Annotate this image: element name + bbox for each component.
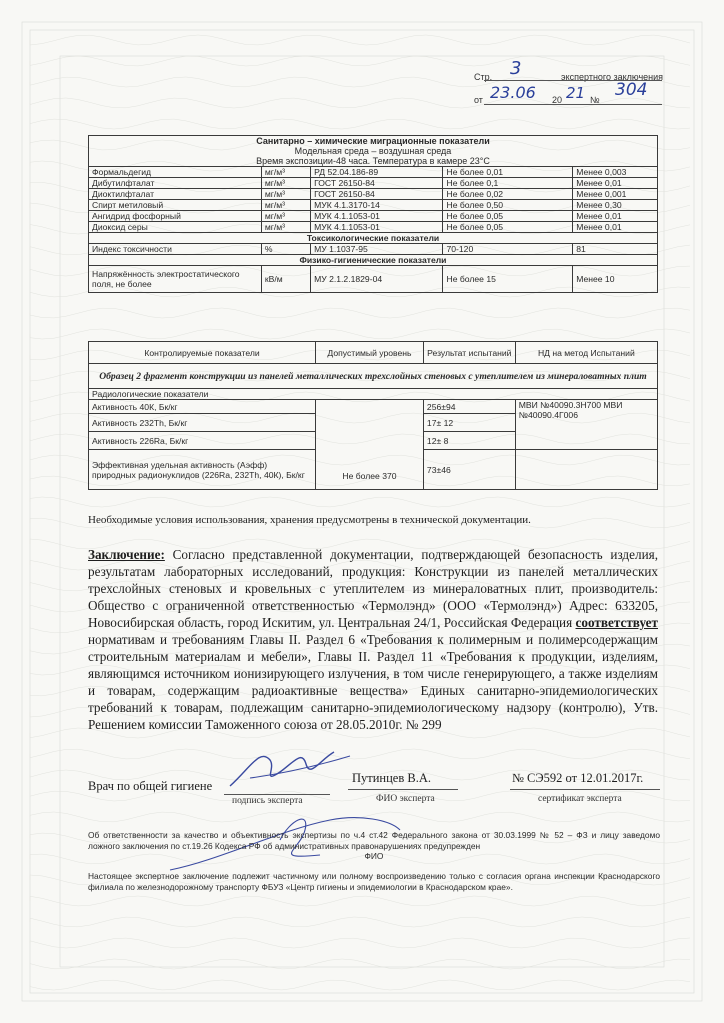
row-unit: мг/м³ [261,178,310,189]
row-result: 256±94 [423,400,515,414]
row-norm: Не более 0,02 [443,189,573,200]
header-method: НД на метод Испытаний [515,342,657,364]
table-row [89,200,658,211]
caption-signature: подпись эксперта [232,796,303,806]
usage-note: Необходимые условия использования, хранения предусмотрены в технической документации. [88,514,531,526]
footer-responsibility-text: Об ответственности за качество и объективность экспертизы по ч.4 ст.42 Федерального закона от 30.03.1999 № 52 – ФЗ и лицу заведомо ложного заключения по ст.19.26 Кодекса РФ об административных правонарушениях предупрежден [88,830,660,851]
date-day-month: 23.06 [490,83,536,102]
row-name: Дибутилфталат [89,178,262,189]
header-allowed: Допустимый уровень [315,342,423,364]
radio-section-title: Радиологические показатели [89,389,658,400]
table-row [89,244,658,255]
header-underline [484,80,662,81]
row-method: РД 52.04.186-89 [311,167,443,178]
footer-fio: ФИО [364,851,384,861]
row-name: Формальдегид [89,167,262,178]
row-norm: 70-120 [443,244,573,255]
row-method: ГОСТ 26150-84 [311,178,443,189]
conclusion-paragraph [88,546,658,733]
row-name: Диоктилфталат [89,189,262,200]
expert-role: Врач по общей гигиене [88,779,213,793]
row-name: Диоксид серы [89,222,262,233]
page-number: 3 [510,58,522,79]
sample-description: Образец 2 фрагмент конструкции из панелей металлических трехслойных стеновых с утеплителем из минераловатных плит [89,364,658,389]
row-norm: Не более 0,01 [443,167,573,178]
name-line [348,789,458,790]
row-method: МУК 4.1.3170-14 [311,200,443,211]
row-result: Менее 0,001 [573,189,658,200]
table-row [89,189,658,200]
caption-name: ФИО эксперта [376,794,435,804]
table-row [89,400,658,414]
date-year-prefix: 20 [552,95,563,105]
row-method: МУК 4.1.1053-01 [311,222,443,233]
table1-exposure: Время экспозиции-48 часа. Температура в камере 23°С [256,156,490,166]
table-row [89,266,658,293]
migration-indicators-table [88,135,658,293]
conclusion-label-text: Заключение: [88,547,165,562]
row-result: 12± 8 [423,432,515,450]
table-row [89,211,658,222]
row-norm: Не более 0,1 [443,178,573,189]
row-name: Активность 40К, Бк/кг [89,400,316,414]
caption-certificate: сертификат эксперта [538,794,622,804]
footer-reproduction: Настоящее экспертное заключение подлежит частичному или полному воспроизведению только с согласия органа инспекции Краснодарского филиала по железнодорожному транспорту ФБУЗ «Центр гигиены и эпидемиологии в Краснодарском крае». [88,871,660,892]
radiology-table [88,341,658,490]
date-prefix: от [474,95,483,105]
table1-title: Санитарно – химические миграционные показатели [256,136,490,146]
header-indicators: Контролируемые показатели [89,342,316,364]
row-name: Напряжённость электростатического поля, не более [89,266,262,293]
row-name: Индекс токсичности [89,244,262,255]
method-reference: МВИ №40090.3Н700 МВИ №40090.4Г006 [515,400,657,450]
date-underline [484,104,662,105]
row-method: МУ 1.1037-95 [311,244,443,255]
conclusion-number: 304 [615,80,648,100]
row-unit: кВ/м [261,266,310,293]
table-row [89,178,658,189]
row-result: Менее 0,30 [573,200,658,211]
row-name: Спирт метиловый [89,200,262,211]
table1-medium: Модельная среда – воздушная среда [294,146,452,156]
row-result: Менее 0,01 [573,178,658,189]
row-unit: мг/м³ [261,189,310,200]
conclusion-label: экспертного заключения [561,72,664,82]
header-result: Результат испытаний [423,342,515,364]
row-name: Активность 232Th, Бк/кг [89,414,316,432]
row-method: ГОСТ 26150-84 [311,189,443,200]
certificate-line [510,789,660,790]
signature-mark [210,738,360,798]
row-result: 81 [573,244,658,255]
phys-section-title: Физико-гигиенические показатели [89,255,658,266]
row-result: Менее 10 [573,266,658,293]
row-result: Менее 0,01 [573,222,658,233]
row-norm: Не более 15 [443,266,573,293]
conclusion-text-2: нормативам и требованиям Главы II. Раздел 6 «Требования к полимерным и полимерсодержащим строительным материалам и мебели», Главы II. Раздел 11 «Требования к продукции, изделиям, являющимся источником ионизирующего излучения, в том числе генерирующего, а также изделиям и товарам, содержащим радиоактивные вещества» Единых санитарно-эпидемиологических требований к товарам, подлежащим санитарно-эпидемиологическому надзору (контролю), Утв. Решением комиссии Таможенного союза от 28.05.2010г. № 299 [88,632,658,732]
eff-allowed: Не более 370 [315,400,423,490]
row-unit: мг/м³ [261,211,310,222]
row-result: 17± 12 [423,414,515,432]
conclusion-text-1: Согласно представленной документации, подтверждающей безопасность изделия, результатам лабораторных исследований, продукция: Конструкции из панелей металлических трехслойных стеновых и кровельных с утеплителем из минераловатных плит, производитель: Общество с ограниченной ответственностью «Термолэнд» (ООО «Термолэнд») Адрес: 633205, Новосибирская область, город Искитим, ул. Центральная 24/1, Российская Федерация [88,547,658,630]
row-name: Ангидрид фосфорный [89,211,262,222]
eff-result: 73±46 [423,450,515,490]
row-method: МУ 2.1.2.1829-04 [311,266,443,293]
conclusion-emphasis: соответствует [575,615,658,630]
table-row [89,222,658,233]
row-unit: мг/м³ [261,222,310,233]
row-unit: % [261,244,310,255]
expert-certificate: № СЭ592 от 12.01.2017г. [512,771,644,785]
eff-name: Эффективная удельная активность (Аэфф) природных радионуклидов (226Ra, 232Th, 40К), Бк/кг [89,450,316,490]
page-label: Стр. [474,72,493,82]
expert-name: Путинцев В.А. [352,771,431,785]
table-row [89,167,658,178]
row-unit: мг/м³ [261,167,310,178]
row-norm: Не более 0,05 [443,222,573,233]
date-year: 21 [566,84,586,102]
footer-responsibility [88,830,660,862]
row-result: Менее 0,01 [573,211,658,222]
row-method: МУК 4.1.1053-01 [311,211,443,222]
row-unit: мг/м³ [261,200,310,211]
tox-section-title: Токсикологические показатели [89,233,658,244]
row-result: Менее 0,003 [573,167,658,178]
row-norm: Не более 0,50 [443,200,573,211]
row-name: Активность 226Ra, Бк/кг [89,432,316,450]
number-label: № [590,95,600,105]
row-norm: Не более 0,05 [443,211,573,222]
